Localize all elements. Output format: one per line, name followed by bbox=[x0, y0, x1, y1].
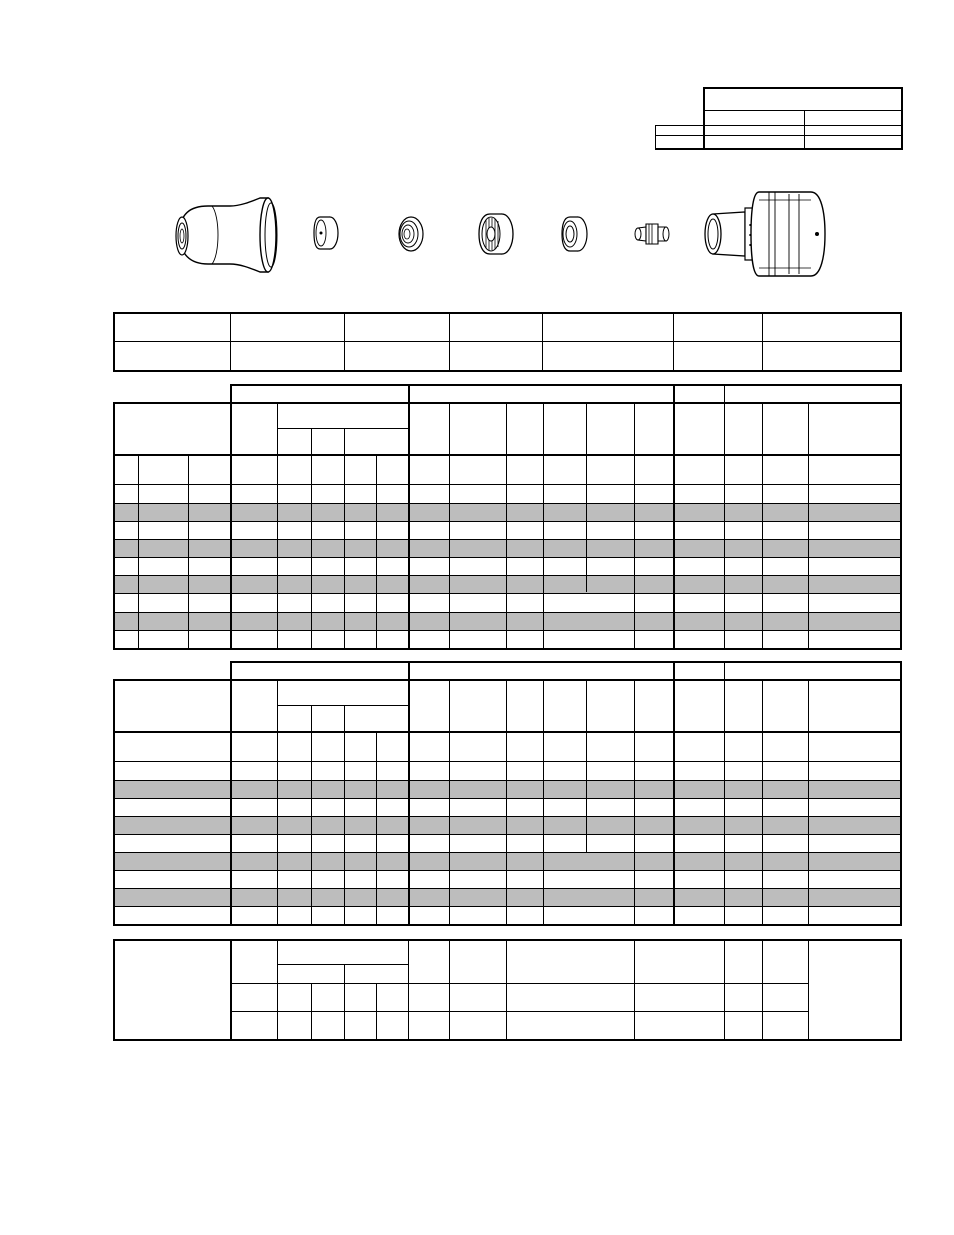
swirl-ring-icon bbox=[474, 210, 518, 258]
shield-icon bbox=[168, 192, 283, 278]
nozzle-icon bbox=[396, 214, 426, 254]
ring-icon bbox=[558, 214, 590, 254]
torch-body-icon bbox=[693, 186, 833, 282]
retaining-cap-icon bbox=[312, 214, 340, 252]
electrode-icon bbox=[630, 218, 674, 250]
